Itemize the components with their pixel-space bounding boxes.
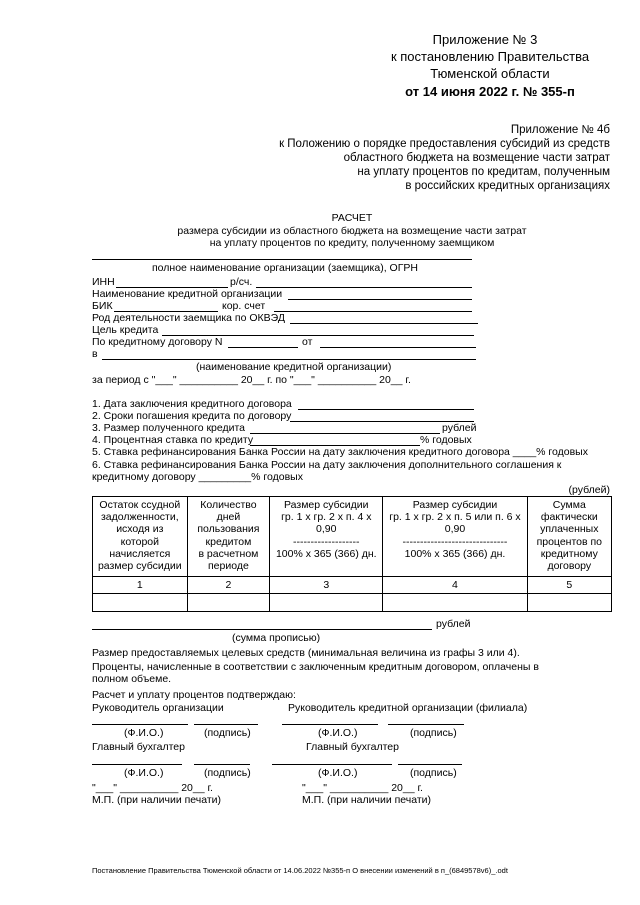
item-3: 3. Размер полученного кредита	[92, 422, 246, 434]
corr-account-field[interactable]	[274, 311, 472, 312]
table-header-cell: Сумма фактически уплаченных процентов по кредитному договору	[527, 497, 611, 577]
table-cell[interactable]	[93, 594, 188, 612]
appendix-4b-line: в российских кредитных организациях	[405, 180, 610, 192]
bank-name-field[interactable]	[288, 299, 472, 300]
table-unit: (рублей)	[568, 484, 610, 496]
table-number-cell: 5	[527, 577, 611, 594]
org-head-fio-field[interactable]	[92, 724, 188, 725]
appendix-4b-line: областного бюджета на возмещение части затрат	[343, 152, 610, 164]
table-cell[interactable]	[527, 594, 611, 612]
table-header-cell: Размер субсидии гр. 1 х гр. 2 х п. 4 х 0,90 ------------------- 100% х 365 (366) дн.	[270, 497, 383, 577]
table-header-cell: Размер субсидии гр. 1 х гр. 2 х п. 5 или п. 6 х 0,90 ------------------------------ 100% х 365 (366) дн.	[383, 497, 527, 577]
footer-text: Постановление Правительства Тюменской области от 14.06.2022 №355-п О внесении изменений в п_(6849578v6)_.odt	[92, 866, 508, 875]
interest-text-cont: полном объеме.	[92, 673, 172, 685]
table-number-cell: 4	[383, 577, 527, 594]
appendix-4b-line: к Положению о порядке предоставления субсидий из средств	[279, 138, 610, 150]
okved-field[interactable]	[290, 323, 478, 324]
table-number-cell: 3	[270, 577, 383, 594]
org-caption: полное наименование организации (заемщика), ОГРН	[152, 262, 418, 274]
bank-head-label: Руководитель кредитной организации (филиала)	[288, 702, 528, 714]
chief-accountant-label: Главный бухгалтер	[92, 741, 185, 753]
item-1-field[interactable]	[298, 409, 474, 410]
targeted-funds: Размер предоставляемых целевых средств (минимальная величина из графы 3 или 4).	[92, 647, 520, 659]
contract-number-field[interactable]	[228, 347, 298, 348]
item-4-suffix: % годовых	[420, 434, 472, 446]
org-head-sign-field[interactable]	[194, 724, 258, 725]
chief-accountant-sign-field[interactable]	[194, 764, 250, 765]
item-1: 1. Дата заключения кредитного договора	[92, 398, 292, 410]
doc-subtitle: размера субсидии из областного бюджета на возмещение части затрат	[177, 225, 527, 237]
amount-field[interactable]	[92, 629, 432, 630]
table-header-cell: Остаток ссудной задолженности, исходя из которой начисляется размер субсидии	[93, 497, 188, 577]
okved-label: Род деятельности заемщика по ОКВЭД	[92, 312, 285, 324]
table-number-cell: 2	[187, 577, 270, 594]
org-name-field[interactable]	[92, 259, 472, 260]
table-header-cell: Количество дней пользования кредитом в расчетном периоде	[187, 497, 270, 577]
chief-accountant-fio-field[interactable]	[92, 764, 182, 765]
appendix-3-header	[400, 32, 570, 49]
corr-account-label: кор. счет	[222, 300, 266, 312]
item-5: 5. Ставка рефинансирования Банка России на дату заключения кредитного договора ____% годовых	[92, 446, 588, 458]
appendix-3-title: Приложение № 3	[432, 32, 538, 47]
item-4: 4. Процентная ставка по кредиту	[92, 434, 254, 446]
interest-text: Проценты, начисленные в соответствии с заключенным кредитным договором, оплачены в	[92, 661, 539, 673]
confirm-text: Расчет и уплату процентов подтверждаю:	[92, 689, 296, 701]
sign-caption: (подпись)	[410, 727, 457, 739]
bik-label: БИК	[92, 300, 113, 312]
appendix-3-line3: Тюменской области	[430, 66, 550, 81]
appendix-4b-title: Приложение № 4б	[510, 124, 610, 136]
table-cell[interactable]	[270, 594, 383, 612]
appendix-3-line2: к постановлению Правительства	[390, 49, 590, 64]
sign-caption: (подпись)	[410, 767, 457, 779]
bank-caption: (наименование кредитной организации)	[196, 361, 392, 373]
table-cell[interactable]	[383, 594, 527, 612]
bank-name-label: Наименование кредитной организации	[92, 288, 283, 300]
item-3-field[interactable]	[250, 433, 440, 434]
org-stamp: М.П. (при наличии печати)	[92, 794, 222, 806]
account-label: р/сч.	[230, 276, 253, 288]
credit-purpose-label: Цель кредита	[92, 324, 159, 336]
table-number-cell: 1	[93, 577, 188, 594]
table-header-row	[93, 497, 612, 577]
doc-subtitle: на уплату процентов по кредиту, полученному заемщиком	[209, 237, 495, 249]
sign-caption: (подпись)	[204, 727, 251, 739]
appendix-3-date: от 14 июня 2022 г. № 355-п	[405, 84, 575, 99]
in-label: в	[92, 348, 98, 360]
bank-head-fio-field[interactable]	[282, 724, 378, 725]
bank-chief-accountant-fio-field[interactable]	[272, 764, 392, 765]
table-cell[interactable]	[187, 594, 270, 612]
appendix-4b-line: на уплату процентов по кредитам, полученным	[357, 166, 610, 178]
from-label: от	[302, 336, 313, 348]
subsidy-table	[92, 496, 612, 612]
bank-date-line: "___" __________ 20__ г.	[302, 782, 423, 794]
item-6: 6. Ставка рефинансирования Банка России на дату заключения дополнительного соглашения к	[92, 459, 562, 471]
inn-label: ИНН	[92, 276, 115, 288]
bank-field[interactable]	[102, 359, 476, 360]
bank-head-sign-field[interactable]	[388, 724, 464, 725]
fio-caption: (Ф.И.О.)	[318, 767, 358, 779]
org-head-label: Руководитель организации	[92, 702, 224, 714]
item-3-suffix: рублей	[442, 422, 477, 434]
bank-stamp: М.П. (при наличии печати)	[302, 794, 432, 806]
bank-chief-accountant-sign-field[interactable]	[398, 764, 462, 765]
fio-caption: (Ф.И.О.)	[124, 727, 164, 739]
fio-caption: (Ф.И.О.)	[318, 727, 358, 739]
table-number-row	[93, 577, 612, 594]
bank-chief-accountant-label: Главный бухгалтер	[306, 741, 399, 753]
item-2: 2. Сроки погашения кредита по договору	[92, 410, 292, 422]
table-row	[93, 594, 612, 612]
fio-caption: (Ф.И.О.)	[124, 767, 164, 779]
org-date-line: "___" __________ 20__ г.	[92, 782, 213, 794]
sign-caption: (подпись)	[204, 767, 251, 779]
amount-rubles: рублей	[436, 618, 471, 630]
contract-date-field[interactable]	[320, 347, 476, 348]
account-field[interactable]	[256, 287, 472, 288]
period-line: за период с "___" __________ 20__ г. по "___" __________ 20__ г.	[92, 374, 411, 386]
contract-label: По кредитному договору N	[92, 336, 223, 348]
doc-title: РАСЧЕТ	[331, 212, 373, 224]
amount-caption: (сумма прописью)	[232, 632, 321, 644]
item-6-cont: кредитному договору _________% годовых	[92, 471, 303, 483]
